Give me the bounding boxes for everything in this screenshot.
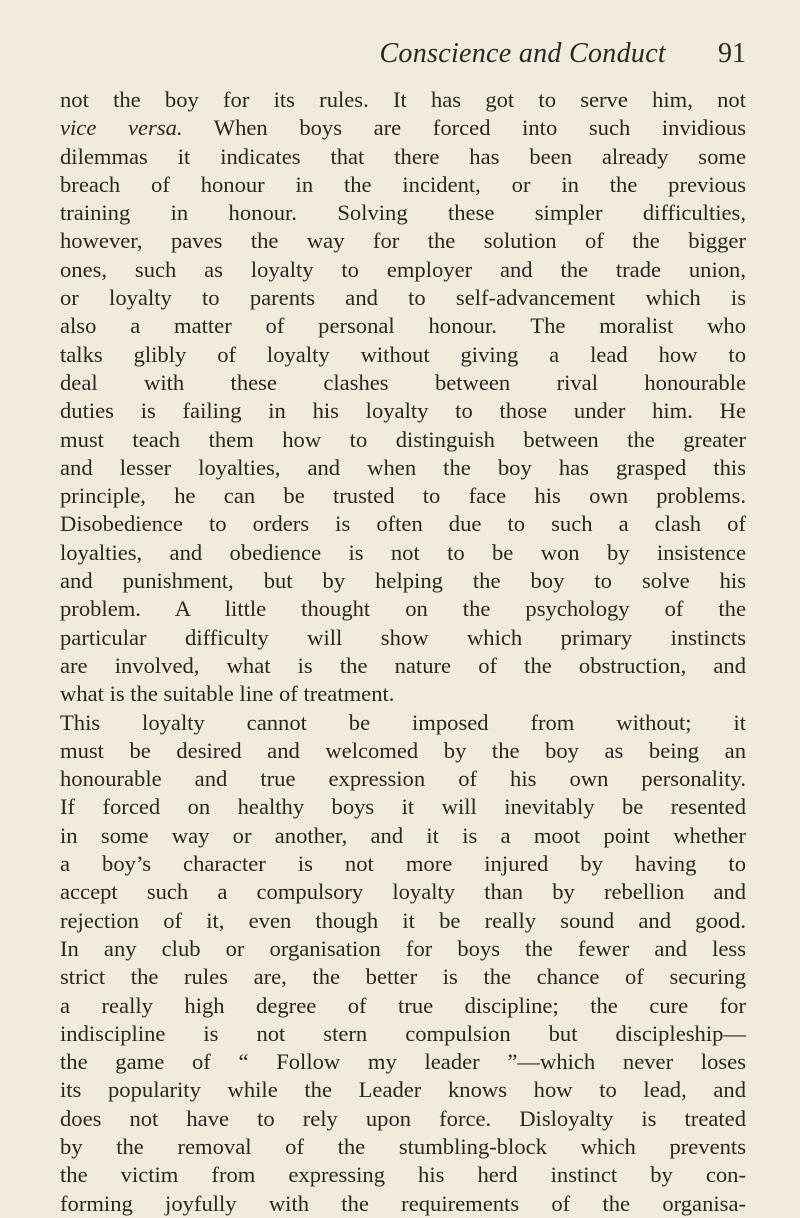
text-line: principle, he can be trusted to face his own problems. <box>60 483 746 509</box>
text-line: what is the suitable line of treatment. <box>60 681 395 707</box>
text-line: and lesser loyalties, and when the boy has grasped this <box>60 454 746 480</box>
text-line: talks glibly of loyalty without giving a lead how to <box>60 341 746 367</box>
text-line: duties is failing in his loyalty to those under him. He <box>60 398 746 424</box>
text-line: a boy’s character is not more injured by having to <box>60 851 746 877</box>
text-line: honourable and true expression of his own personality. <box>60 766 746 792</box>
page-number: 91 <box>718 38 746 69</box>
running-header <box>60 34 746 78</box>
text-line: are involved, what is the nature of the obstruction, and <box>60 652 746 678</box>
text-line: training in honour. Solving these simpler difficulties, <box>60 200 746 226</box>
emphasis-text: vice versa. <box>60 115 183 141</box>
text-line: vice versa. When boys are forced into such invidious <box>60 115 746 141</box>
text-line: a really high degree of true discipline; the cure for <box>60 992 746 1018</box>
text-line: does not have to rely upon force. Disloyalty is treated <box>60 1105 746 1131</box>
text-line: however, paves the way for the solution of the bigger <box>60 228 746 254</box>
text-line: accept such a compulsory loyalty than by rebellion and <box>60 879 746 905</box>
text-line: indiscipline is not stern compulsion but discipleship— <box>60 1020 746 1046</box>
text-line: strict the rules are, the better is the chance of securing <box>60 964 746 990</box>
text-line: Disobedience to orders is often due to such a clash of <box>60 511 746 537</box>
text-line: must be desired and welcomed by the boy as being an <box>60 737 746 763</box>
text-line: its popularity while the Leader knows how to lead, and <box>60 1077 746 1103</box>
text-line: also a matter of personal honour. The moralist who <box>60 313 746 339</box>
text-line: forming joyfully with the requirements of the organisa- <box>60 1190 746 1216</box>
text-line: and punishment, but by helping the boy to solve his <box>60 568 746 594</box>
text-line: rejection of it, even though it be really sound and good. <box>60 907 746 933</box>
text-line: not the boy for its rules. It has got to serve him, not <box>60 87 746 112</box>
text-line: particular difficulty will show which primary instincts <box>60 624 746 650</box>
text-line: must teach them how to distinguish between the greater <box>60 426 746 452</box>
text-line: ones, such as loyalty to employer and the trade union, <box>60 256 746 282</box>
text-line: If forced on healthy boys it will inevitably be resented <box>60 794 746 820</box>
body-text <box>60 86 746 1218</box>
running-title: Conscience and Conduct <box>379 38 666 69</box>
text-line: problem. A little thought on the psychology of the <box>60 596 746 622</box>
text-line: loyalties, and obedience is not to be won by insistence <box>60 539 746 565</box>
text-line: deal with these clashes between rival honourable <box>60 369 746 395</box>
text-line: In any club or organisation for boys the fewer and less <box>60 935 746 961</box>
text-line: the game of “ Follow my leader ”—which never loses <box>60 1049 746 1075</box>
text-line: breach of honour in the incident, or in the previous <box>60 171 746 197</box>
text-line: by the removal of the stumbling-block which prevents <box>60 1133 746 1159</box>
text-line: in some way or another, and it is a moot point whether <box>60 822 746 848</box>
text-line: dilemmas it indicates that there has been already some <box>60 143 746 169</box>
text-line: This loyalty cannot be imposed from without; it <box>60 709 746 735</box>
text-line: the victim from expressing his herd instinct by con- <box>60 1162 746 1188</box>
text-line: or loyalty to parents and to self-advancement which is <box>60 285 746 311</box>
